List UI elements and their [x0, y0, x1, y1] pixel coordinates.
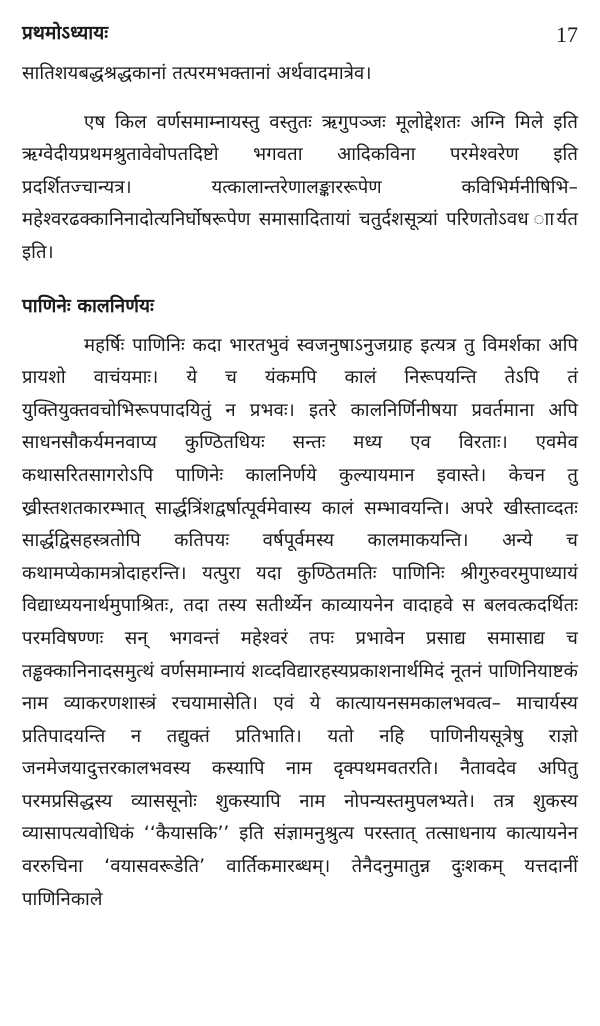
page-number: 17 [556, 22, 578, 47]
paragraph-panini-date: महर्षिः पाणिनिः कदा भारतभुवं स्वजनुषाऽनुजग्राह इत्यत्र तु विमर्शका अपि प्रायशो वाचंयमाः। ये च यंकमपि कालं निरूपयन्ति तेऽपि तं युक्तियुक्तवचोभिरूपपादयितुं न प्रभवः। इतरे कालनिर्णिनीषया प्रवर्तमाना अपि साधनसौकर्यमनवाप्य कुण्ठितधियः सन्तः मध्य एव विरताः। एवमेव कथासरितसागरोऽपि पाणिनेः कालनिर्णये कुल्यायमान इवास्ते। केचन तु ख्रीस्तशतकारम्भात् सार्द्धत्रिंशद्वर्षात्पूर्वमेवास्य कालं सम्भावयन्ति। अपरे खीस्ताव्दतः सार्द्धद्विसहस्त्रतोपि कतिपयः वर्षपूर्वमस्य कालमाकयन्ति। अन्ये च कथामप्येकामत्रोदाहरन्ति। यत्पुरा यदा कुण्ठितमतिः पाणिनिः श्रीगुरुवरमुपाध्यायं विद्याध्ययनार्थमुपाश्रितः, तदा तस्य सतीर्थ्येन काव्यायनेन वादाहवे स बलवत्कदर्थितः परमविषण्णः सन् भगवन्तं महेश्वरं तपः प्रभावेन प्रसाद्य समासाद्य च तड्ढक्कानिनादसमुत्थं वर्णसमाम्नायं शव्दविद्यारहस्यप्रकाशनार्थमिदं नूतनं पाणिनियाष्टकं नाम व्याकरणशास्त्रं रचयामासेति। एवं ये कात्यायनसमकालभवत्व– माचार्यस्य प्रतिपादयन्ति न तद्युक्तं प्रतिभाति। यतो नहि पाणिनीयसूत्रेषु राज्ञो जनमेजयादुत्तरकालभवस्य कस्यापि नाम दृक्पथमवतरति। नैतावदेव अपितु परमप्रसिद्धस्य व्याससूनोः शुकस्यापि नाम नोपन्यस्तमुपलभ्यते। तत्र शुकस्य व्यासापत्यवोधिकं ‘‘कैयासकि’’ इति संज्ञामनुश्रुत्य परस्तात् तत्साधनाय कात्यायनेन वररुचिना ‘वयासवरूडेति’ वार्तिकमारब्धम्। तेनैदनुमातुन्न दुःशकम् यत्तदानीं पाणिनिकाले [22, 334, 578, 910]
paragraph-varna-samamnaya: एष किल वर्णसमाम्नायस्तु वस्तुतः ऋगुपञ्जः मूलोद्देशतः अग्नि मिले इति ऋग्वेदीयप्रथमश्रुतावेवोपतदिष्टो भगवता आदिकविना परमेश्वरेण इति प्रदर्शितज्चान्यत्र। यत्कालान्तरेणालङ्काररूपेण कविभिर्मनीषिभि– महेश्वरढक्कानिनादोत्यनिर्घोषरूपेण समासादितायां चतुर्दशसूत्र्यां परिणतोऽवध ाार्यत इति। [22, 111, 578, 263]
running-title: प्रथमोऽध्यायः [22, 22, 109, 44]
page-header [22, 14, 578, 48]
page-body [22, 58, 578, 916]
continued-paragraph: सातिशयबद्धश्रद्धकानां तत्परमभक्तानां अर्थवादमात्रेव। [22, 63, 372, 84]
section-heading: पाणिनेः कालनिर्णयः [22, 294, 154, 317]
